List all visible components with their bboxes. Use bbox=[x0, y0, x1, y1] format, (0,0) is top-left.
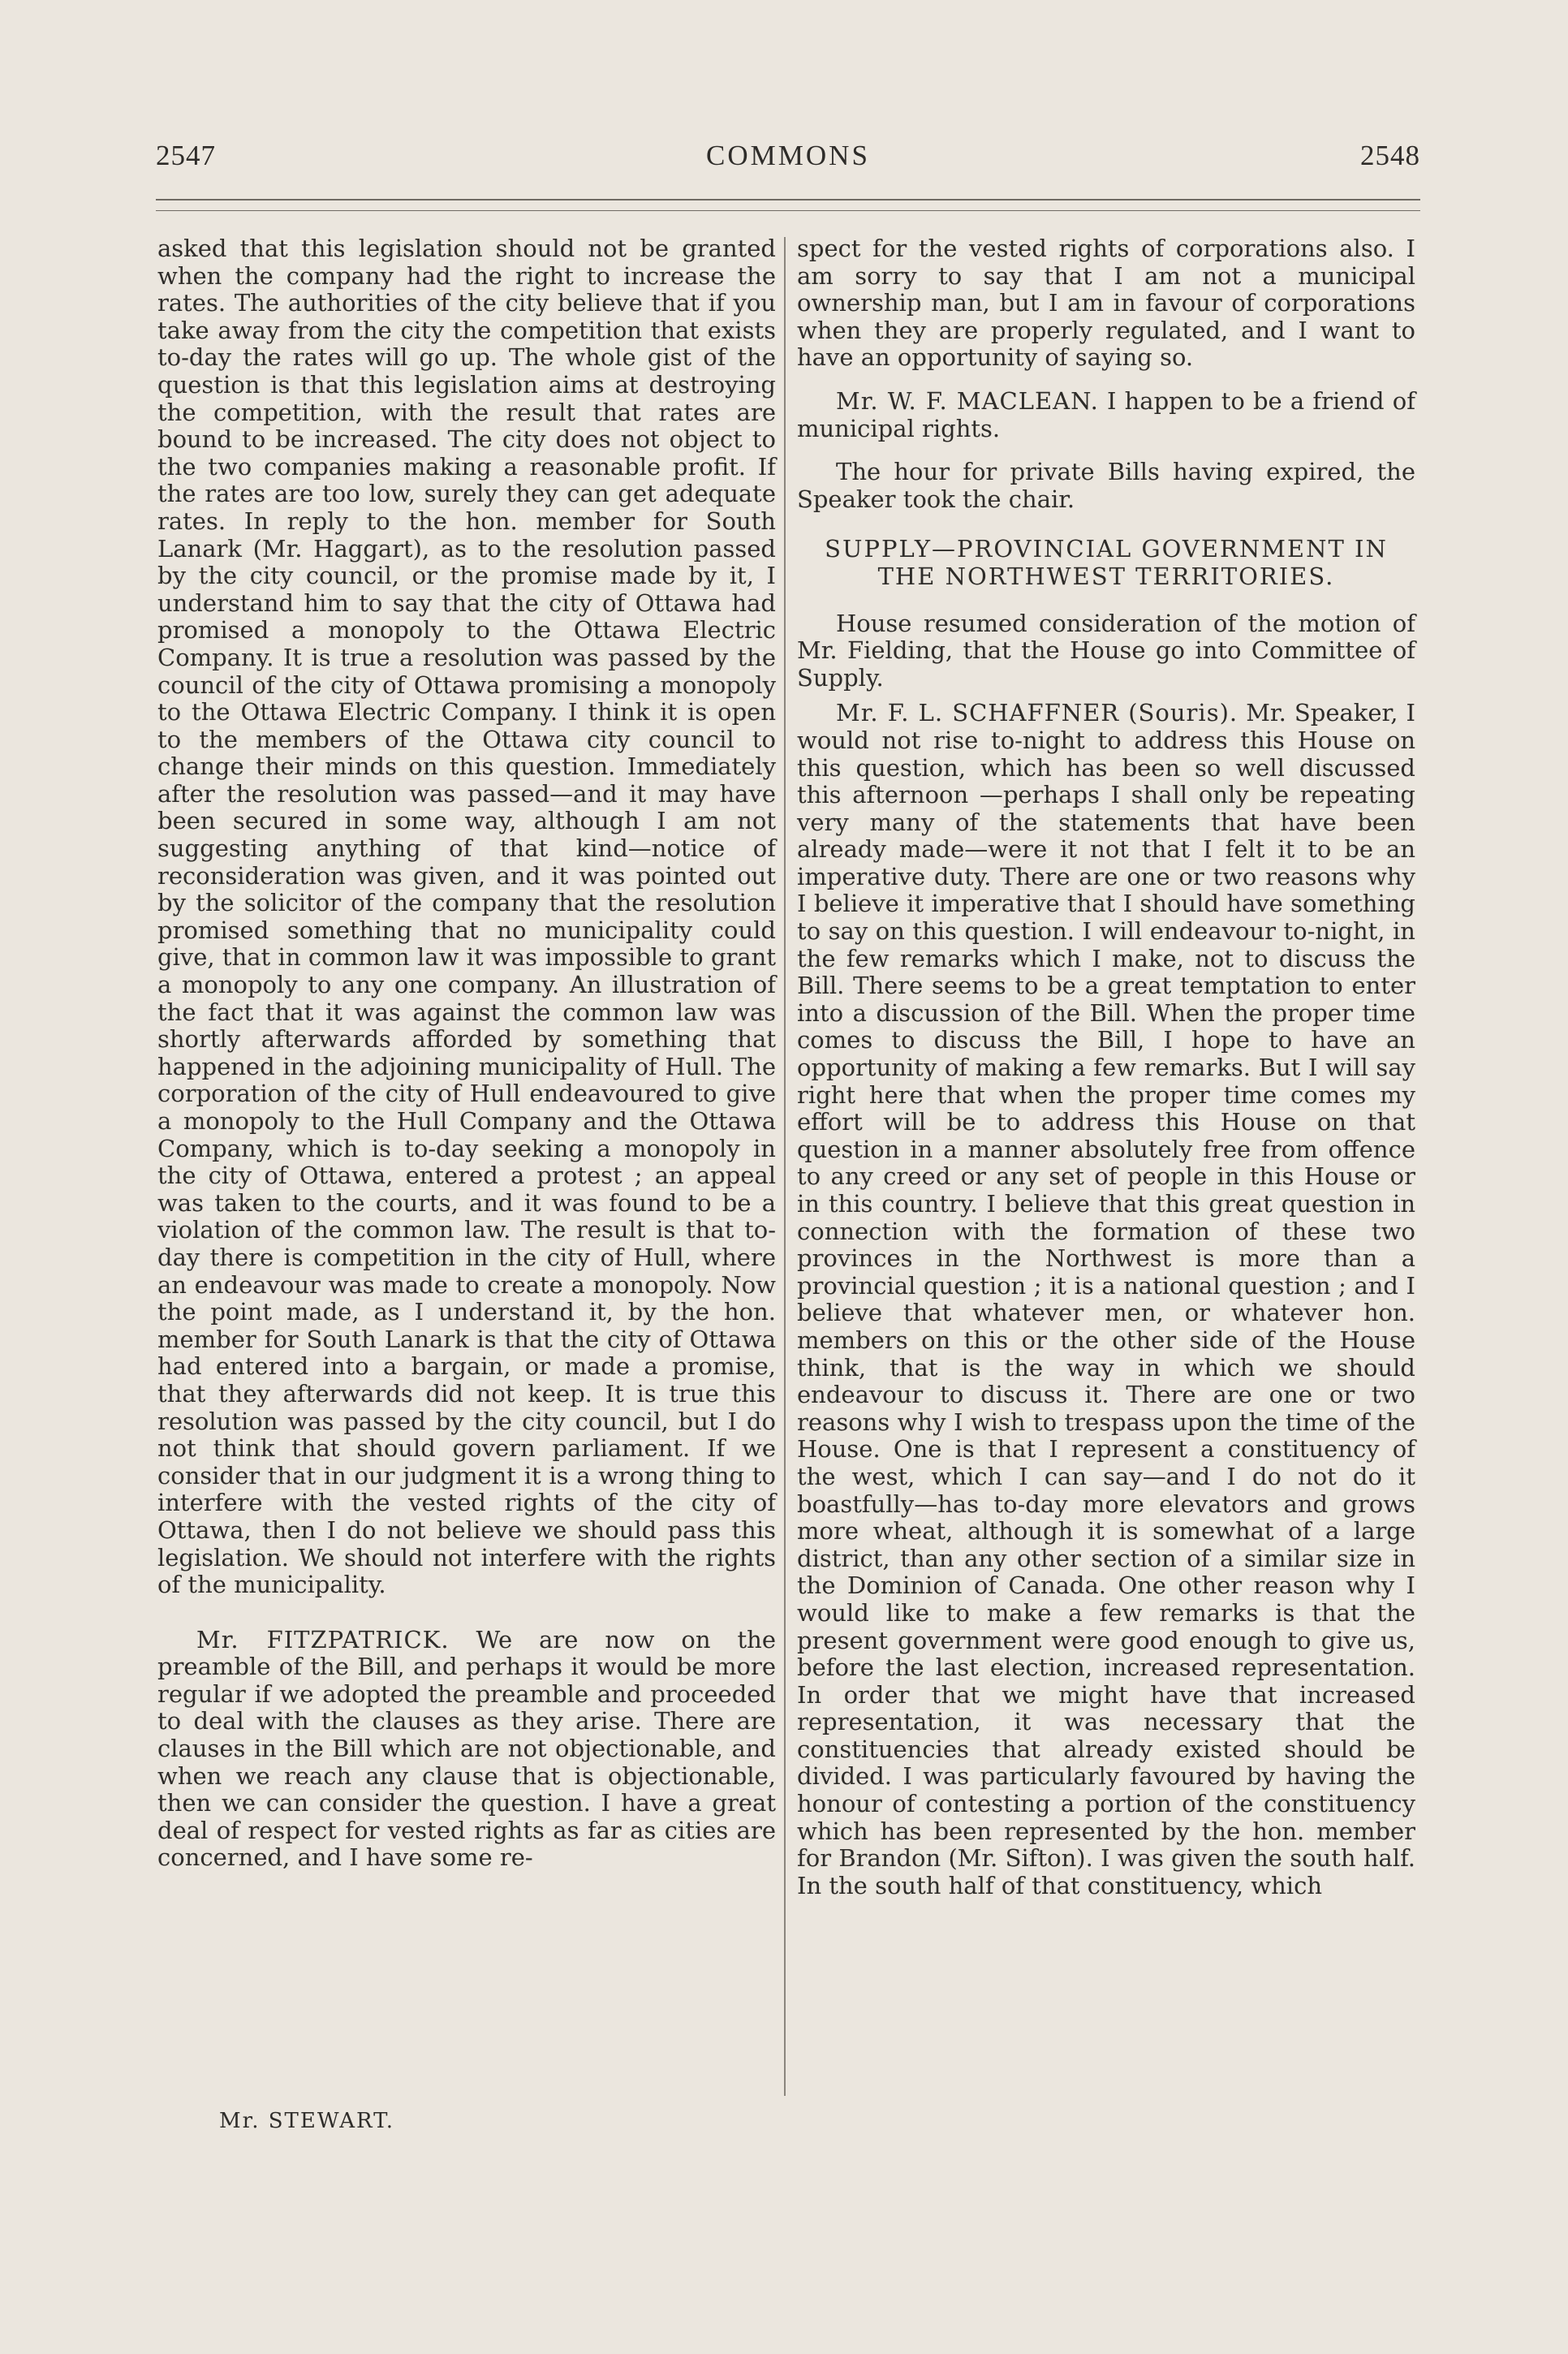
speaker-maclean: Mr. W. F. MACLEAN. bbox=[836, 386, 1099, 415]
section-heading: SUPPLY—PROVINCIAL GOVERNMENT IN THE NORTHWEST TERRITORIES. bbox=[825, 535, 1388, 590]
left-column bbox=[157, 235, 776, 1872]
left-paragraph-1: asked that this legislation should not be granted when the company had the right to increase the rates. The authorities of the city believe that if you take away from the city the competition that exists to-day the rates will go up. The whole gist of the question is that this legislation aims at destroying the competition, with the result that rates are bound to be increased. The city does not object to the two companies making a reasonable profit. If the rates are too low, surely they can get adequate rates. In reply to the hon. member for South Lanark (Mr. Haggart), as to the resolution passed by the city council, or the promise made by it, I understand him to say that the city of Ottawa had promised a monopoly to the Ottawa Electric Company. It is true a resolution was passed by the council of the city of Ottawa promising a monopoly to the Ottawa Electric Company. I think it is open to the members of the Ottawa city council to change their minds on this question. Immediately after the resolution was passed—and it may have been secured in some way, although I am not suggesting anything of that kind—notice of reconsideration was given, and it was pointed out by the solicitor of the company that the resolution promised something that no municipality could give, that in common law it was impossible to grant a monopoly to any one company. An illustration of the fact that it was against the common law was shortly afterwards afforded by something that happened in the adjoining municipality of Hull. The corporation of the city of Hull endeavoured to give a monopoly to the Hull Company and the Ottawa Company, which is to-day seeking a monopoly in the city of Ottawa, entered a protest ; an appeal was taken to the courts, and it was found to be a violation of the common law. The result is that to-day there is competition in the city of Hull, where an endeavour was made to create a monopoly. Now the point made, as I understand it, by the hon. member for South Lanark is that the city of Ottawa had entered into a bargain, or made a promise, that they afterwards did not keep. It is true this resolution was passed by the city council, but I do not think that should govern parliament. If we consider that in our judgment it is a wrong thing to interfere with the vested rights of the city of Ottawa, then I do not believe we should pass this legislation. We should not interfere with the rights of the municipality. bbox=[157, 235, 776, 1599]
header-rule-top bbox=[156, 199, 1420, 200]
left-paragraph-2 bbox=[157, 1627, 776, 1872]
column-divider bbox=[784, 237, 786, 2096]
maclean-speech: I happen to be a friend of municipal rights. bbox=[797, 386, 1415, 442]
right-column bbox=[797, 235, 1415, 1899]
running-title: COMMONS bbox=[706, 140, 870, 171]
right-paragraph-1: spect for the vested rights of corporations also. I am sorry to say that I am not a municipal ownership man, but I am in favour of corporations when they are properly regulated, and I want to have an opportunity of saying so. bbox=[797, 235, 1415, 372]
header-rule-bottom bbox=[156, 210, 1420, 211]
right-paragraph-2 bbox=[797, 388, 1415, 442]
right-paragraph-4: House resumed consideration of the motion of Mr. Fielding, that the House go into Committee of Supply. bbox=[797, 609, 1415, 692]
page-header bbox=[156, 140, 1420, 179]
right-page-number: 2548 bbox=[1360, 140, 1420, 171]
schaffner-speech: Mr. Speaker, I would not rise to-night to address this House on this question, which has been so well discussed this afternoon —perhaps I shall only be repeating very many of the statements that have been already made—were it not that I felt it to be an imperative duty. There are one or two reasons why I believe it imperative that I should have something to say on this question. I will endeavour to-night, in the few remarks which I make, not to discuss the Bill. There seems to be a great temptation to enter into a discussion of the Bill. When the proper time comes to discuss the Bill, I hope to have an opportunity of making a few remarks. But I will say right here that when the proper time comes my effort will be to address this House on that question in a manner absolutely free from offence to any creed or any set of people in this House or in this country. I believe that this great question in connection with the formation of these two provinces in the Northwest is more than a provincial question ; it is a national question ; and I believe that whatever men, or whatever hon. members on this or the other side of the House think, that is the way in which we should endeavour to discuss it. There are one or two reasons why I wish to trespass upon the time of the House. One is that I represent a constituency of the west, which I can say—and I do not do it boastfully—has to-day more elevators and grows more wheat, although it is somewhat of a large district, than any other section of a similar size in the Dominion of Canada. One other reason why I would like to make a few remarks is that the present government were good enough to give us, before the last election, increased representation. In order that we might have that increased representation, it was necessary that the constituencies that already existed should be divided. I was particularly favoured by having the honour of contesting a portion of the constituency which has been represented by the hon. member for Brandon (Mr. Sifton). I was given the south half. In the south half of that constituency, which bbox=[797, 699, 1415, 1899]
right-paragraph-5 bbox=[797, 700, 1415, 1899]
speaker-schaffner: Mr. F. L. SCHAFFNER (Souris). bbox=[836, 699, 1238, 727]
left-page-number: 2547 bbox=[156, 140, 216, 171]
speaker-fitzpatrick: Mr. FITZPATRICK. bbox=[196, 1625, 450, 1653]
fitzpatrick-speech: We are now on the preamble of the Bill, and perhaps it would be more regular if we adopted the preamble and proceeded to deal with the clauses as they arise. There are clauses in the Bill which are not objectionable, and when we reach any clause that is objectionable, then we can consider the question. I have a great deal of respect for vested rights as far as cities are concerned, and I have some re- bbox=[157, 1625, 776, 1872]
right-paragraph-3: The hour for private Bills having expired, the Speaker took the chair. bbox=[797, 458, 1415, 513]
footer-speaker-name: Mr. STEWART. bbox=[219, 2109, 394, 2133]
